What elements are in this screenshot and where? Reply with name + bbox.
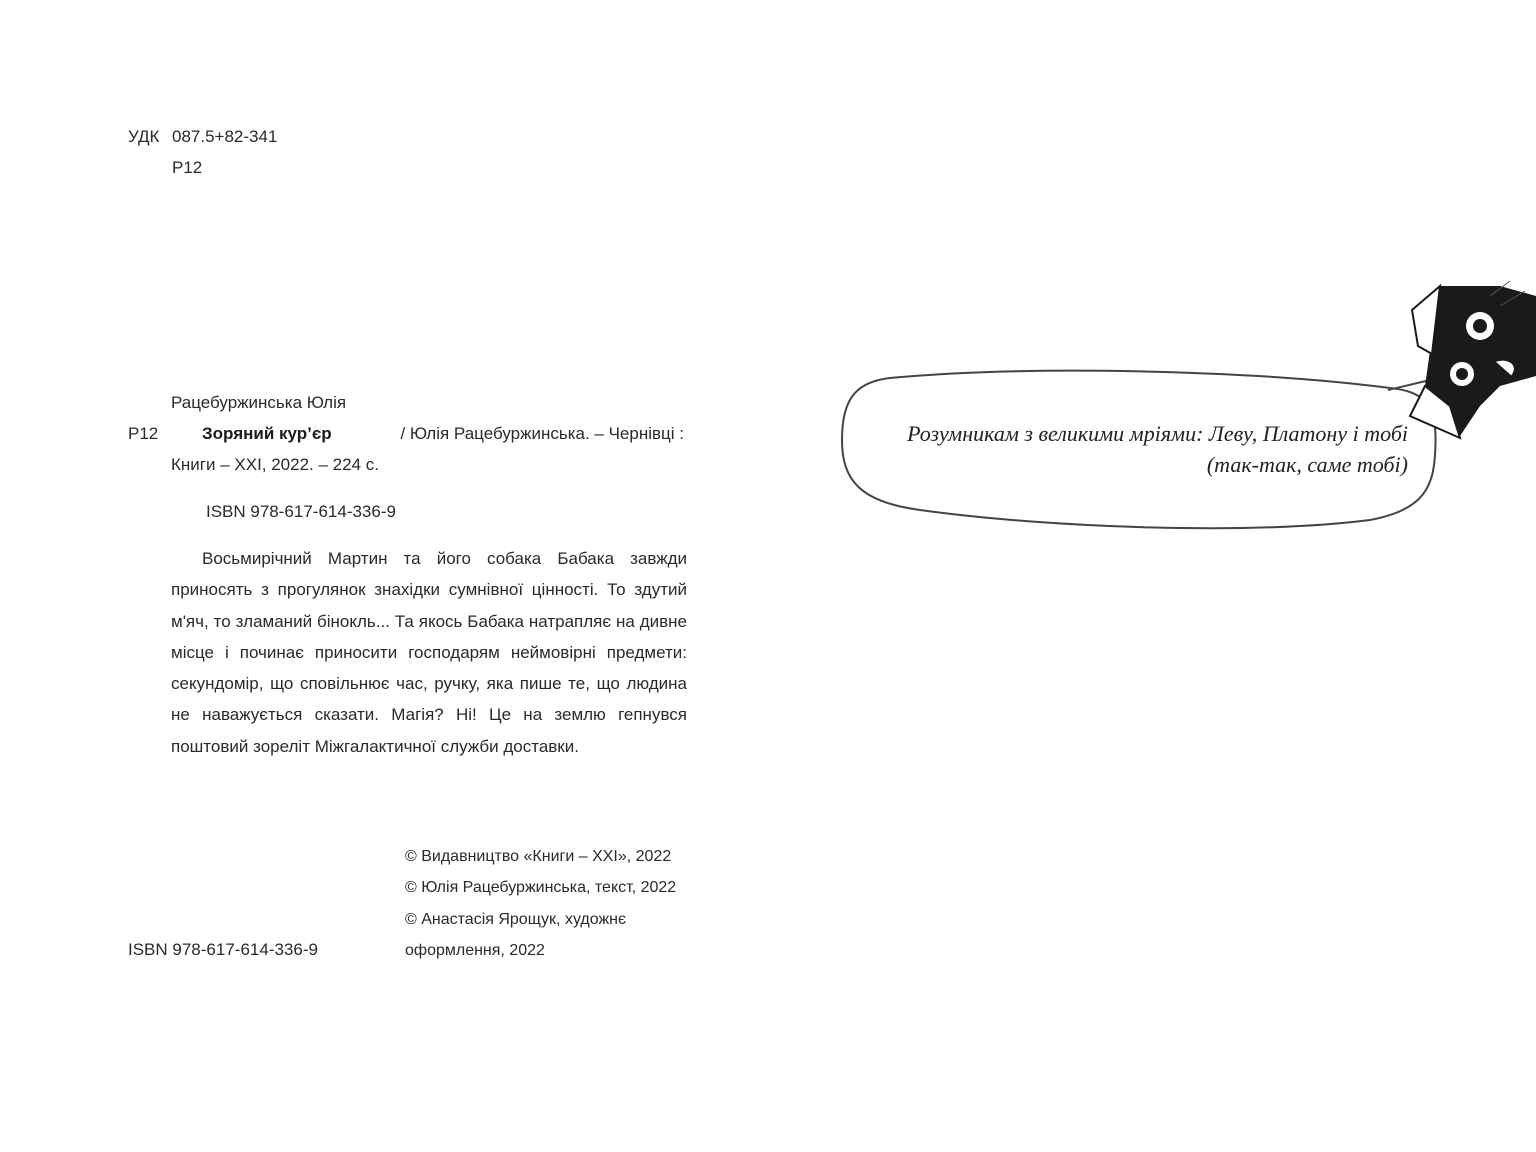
dedication (870, 418, 1408, 480)
bibliographic-entry (171, 418, 684, 480)
title-responsibility: / Юлія Рацебуржинська. – Чернівці : (400, 424, 684, 443)
dog-head-icon (1400, 276, 1536, 442)
isbn-entry: ISBN 978-617-614-336-9 (206, 502, 396, 521)
author-code: Р12 (172, 158, 203, 177)
publication-details: Книги – ХХІ, 2022. – 224 с. (171, 455, 379, 474)
copyright-line: © Анастасія Ярощук, художнє (405, 910, 627, 928)
udk-number: 087.5+82-341 (172, 127, 278, 146)
dedication-line: Розумникам з великими мріями: Леву, Платону і тобі (907, 421, 1408, 446)
author-name: Рацебуржинська Юлія (171, 393, 347, 412)
udk-label: УДК (128, 127, 160, 146)
entry-code: Р12 (128, 424, 159, 443)
book-title: Зоряний кур’єр (202, 424, 332, 443)
isbn-bottom: ISBN 978-617-614-336-9 (128, 940, 318, 959)
copyright-line: оформлення, 2022 (405, 941, 545, 959)
book-annotation: Восьмирічний Мартин та його собака Бабака завжди приносять з прогулянок знахідки сумнівної цінності. То здутий м'яч, то зламаний бінокль... Та якось Бабака натрапляє на дивне місце і починає приносити господарям неймовірні предмети: секундомір, що сповільнює час, ручку, яка пише те, що людина не наважується сказати. Магія? Ні! Це на землю гепнувся поштовий зореліт Міжгалактичної служби доставки. (171, 549, 687, 756)
copyright-line: © Видавництво «Книги – ХХІ», 2022 (405, 848, 672, 865)
dedication-line: (так-так, саме тобі) (1206, 452, 1408, 477)
copyright-block (405, 841, 676, 966)
copyright-line: © Юлія Рацебуржинська, текст, 2022 (405, 879, 677, 897)
